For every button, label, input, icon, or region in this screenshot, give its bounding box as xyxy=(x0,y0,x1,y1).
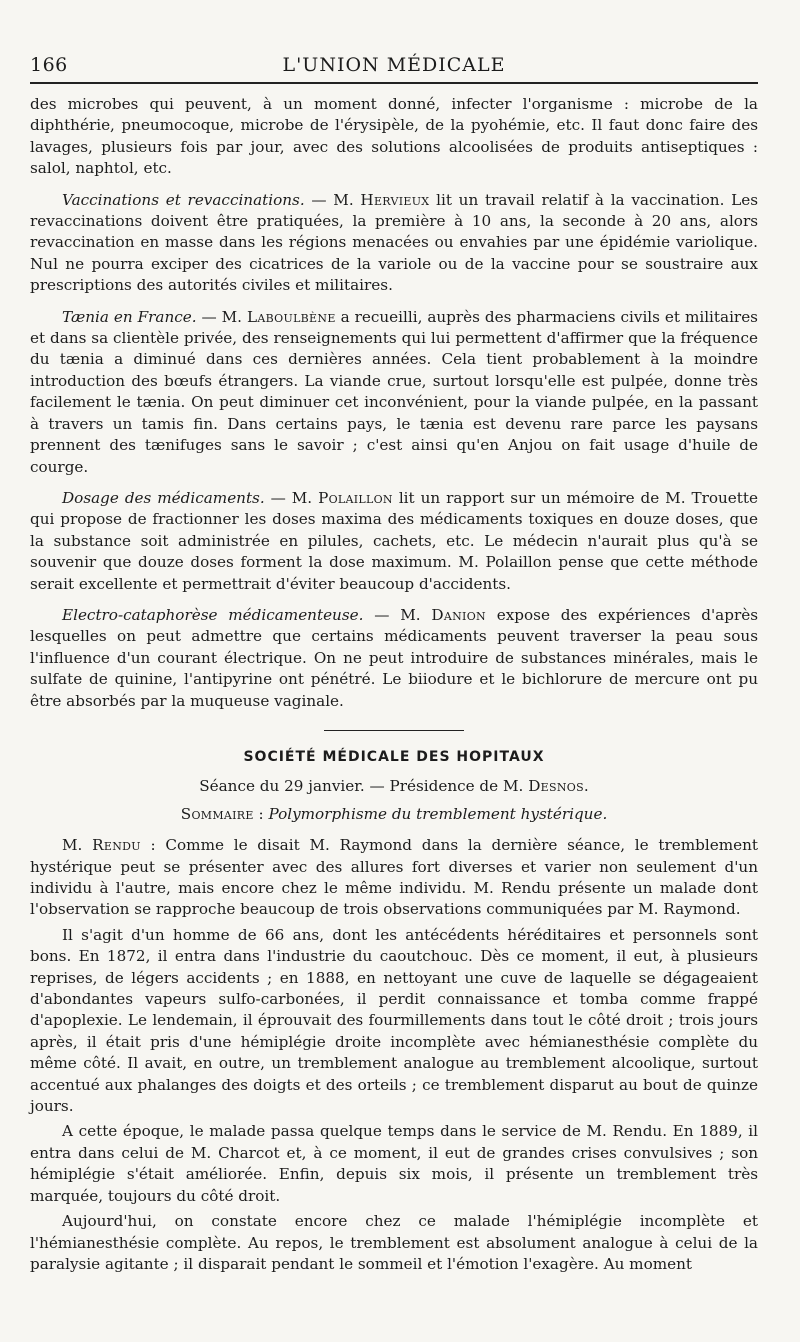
entry-dash: — M. xyxy=(196,307,247,326)
entry-dash: — M. xyxy=(304,190,361,209)
summary-label: Sommaire xyxy=(180,804,254,823)
page xyxy=(30,48,758,1279)
article-body xyxy=(30,94,758,1275)
section-divider xyxy=(324,730,464,731)
entry-text: a recueilli, auprès des pharmaciens civils et militaires et dans sa clientèle privée, des renseignements qui lui permettent d'affirmer que la fréquence du tænia a diminué dans ces dernières années. Cela tient probablement à la moindre introduction des bœufs étrangers. La viande crue, surtout lorsqu'elle est pulpée, donne très facilement le tænia. On peut diminuer cet inconvénient, pour la viande pulpée, en la passant à travers un tamis fin. Dans certains pays, le tænia est devenu rare parce les paysans prennent des tænifuges sans le savoir ; c'est ainsi qu'en Anjou on fait usage d'huile de courge. xyxy=(30,307,758,476)
entry-lead: Electro-cataphorèse médicamenteuse. xyxy=(62,605,364,624)
entry-text: expose des expériences d'après lesquelles on peut admettre que certains médicaments peuvent traverser la peau sous l'influence d'un courant électrique. On ne peut introduire de substances minérales, mais le sulfate de quinine, l'antipyrine ont pénétré. Le biiodure et le bichlorure de mercure ont pu être absorbés par la muqueuse vaginale. xyxy=(30,605,758,710)
rendu-paragraph: Aujourd'hui, on constate encore chez ce malade l'hémiplégie incomplète et l'hémianesthésie complète. Au repos, le tremblement est absolument analogue à celui de la paralysie agitante ; il disparait pendant le sommeil et l'émotion l'exagère. Au moment xyxy=(30,1212,758,1273)
entry-paragraph xyxy=(30,307,758,478)
opening-paragraph: des microbes qui peuvent, à un moment donné, infecter l'organisme : microbe de la diphthérie, pneumocoque, microbe de l'érysipèle, de la pyohémie, etc. Il faut donc faire des lavages, plusieurs fois par jour, avec des solutions alcoolisées de produits antiseptiques : salol, naphtol, etc. xyxy=(30,95,758,178)
speaker-prefix: M. xyxy=(62,836,93,855)
section-title: SOCIÉTÉ MÉDICALE DES HOPITAUX xyxy=(243,748,545,765)
rendu-text: : Comme le disait M. Raymond dans la dernière séance, le tremblement hystérique peut se présenter avec des allures fort diverses et varier non seulement d'un individu à l'autre, mais encore chez le même individu. M. Rendu présente un malade dont l'observation se rapproche beaucoup de trois observations communiquées par M. Raymond. xyxy=(30,836,758,919)
entry-paragraph xyxy=(30,488,758,595)
entry-author: Polaillon xyxy=(318,488,393,507)
entry-dash: — M. xyxy=(363,605,432,624)
rendu-paragraph: A cette époque, le malade passa quelque temps dans le service de M. Rendu. En 1889, il entra dans celui de M. Charcot et, à ce moment, il eut de grandes crises convulsives ; son hémiplégie s'était améliorée. Enfin, depuis six mois, il présente un tremblement très marquée, toujours du côté droit. xyxy=(30,1122,758,1205)
page-header xyxy=(30,48,758,84)
entry-author: Laboulbène xyxy=(246,307,336,326)
entry-lead: Tænia en France. xyxy=(62,307,197,326)
session-president: Desnos xyxy=(528,777,584,796)
session-prefix: Séance du 29 janvier. — Présidence de M. xyxy=(199,777,529,796)
entry-dash: — M. xyxy=(264,488,319,507)
rendu-paragraph: Il s'agit d'un homme de 66 ans, dont les antécédents héréditaires et personnels sont bons. En 1872, il entra dans l'industrie du caoutchouc. Dès ce moment, il eut, à plusieurs reprises, de légers accidents ; en 1888, en nettoyant une cuve de laquelle se dégageaient d'abondantes vapeurs sulfo-carbonées, il perdit connaissance et tomba comme frappé d'apoplexie. Le lendemain, il éprouvait des fourmillements dans tout le côté droit ; trois jours après, il était pris d'une hémiplégie droite incomplète avec hémianesthésie complète du même côté. Il avait, en outre, un tremblement analogue au tremblement alcoolique, surtout accentué aux phalanges des doigts et des orteils ; ce tremblement disparut au bout de quinze jours. xyxy=(30,925,758,1116)
rendu-paragraph xyxy=(30,835,758,921)
session-suffix: . xyxy=(583,777,589,796)
summary-sep: : xyxy=(253,804,269,823)
entry-author: Hervieux xyxy=(360,190,430,209)
entry-lead: Dosage des médicaments. xyxy=(62,488,265,507)
entry-author: Danion xyxy=(431,605,486,624)
entry-text: lit un travail relatif à la vaccination. Les revaccinations doivent être pratiquées, la première à 10 ans, la seconde à 20 ans, alors revaccination en masse dans les régions menacées ou envahies par une épidémie variolique. Nul ne pourra exciper des cicatrices de la variole ou de la vaccine pour se soustraire aux prescriptions des autorités civiles et militaires. xyxy=(30,190,758,295)
summary-text: Polymorphisme du tremblement hystérique. xyxy=(268,804,608,823)
entry-paragraph xyxy=(30,190,758,297)
page-number: 166 xyxy=(30,54,68,76)
entry-paragraph xyxy=(30,605,758,712)
running-title: L'UNION MÉDICALE xyxy=(282,54,506,76)
entry-lead: Vaccinations et revaccinations. xyxy=(62,190,305,209)
speaker-name: Rendu xyxy=(92,836,141,855)
entry-text: lit un rapport sur un mémoire de M. Trouette qui propose de fractionner les doses maxima des médicaments toxiques en douze doses, que la substance soit administrée en pilules, cachets, etc. Le médecin n'aurait plus qu'à se souvenir que douze doses forment la dose maximum. M. Polaillon pense que cette méthode serait excellente et permettrait d'éviter beaucoup d'accidents. xyxy=(30,488,758,593)
summary-line xyxy=(30,804,758,825)
session-line xyxy=(30,776,758,797)
